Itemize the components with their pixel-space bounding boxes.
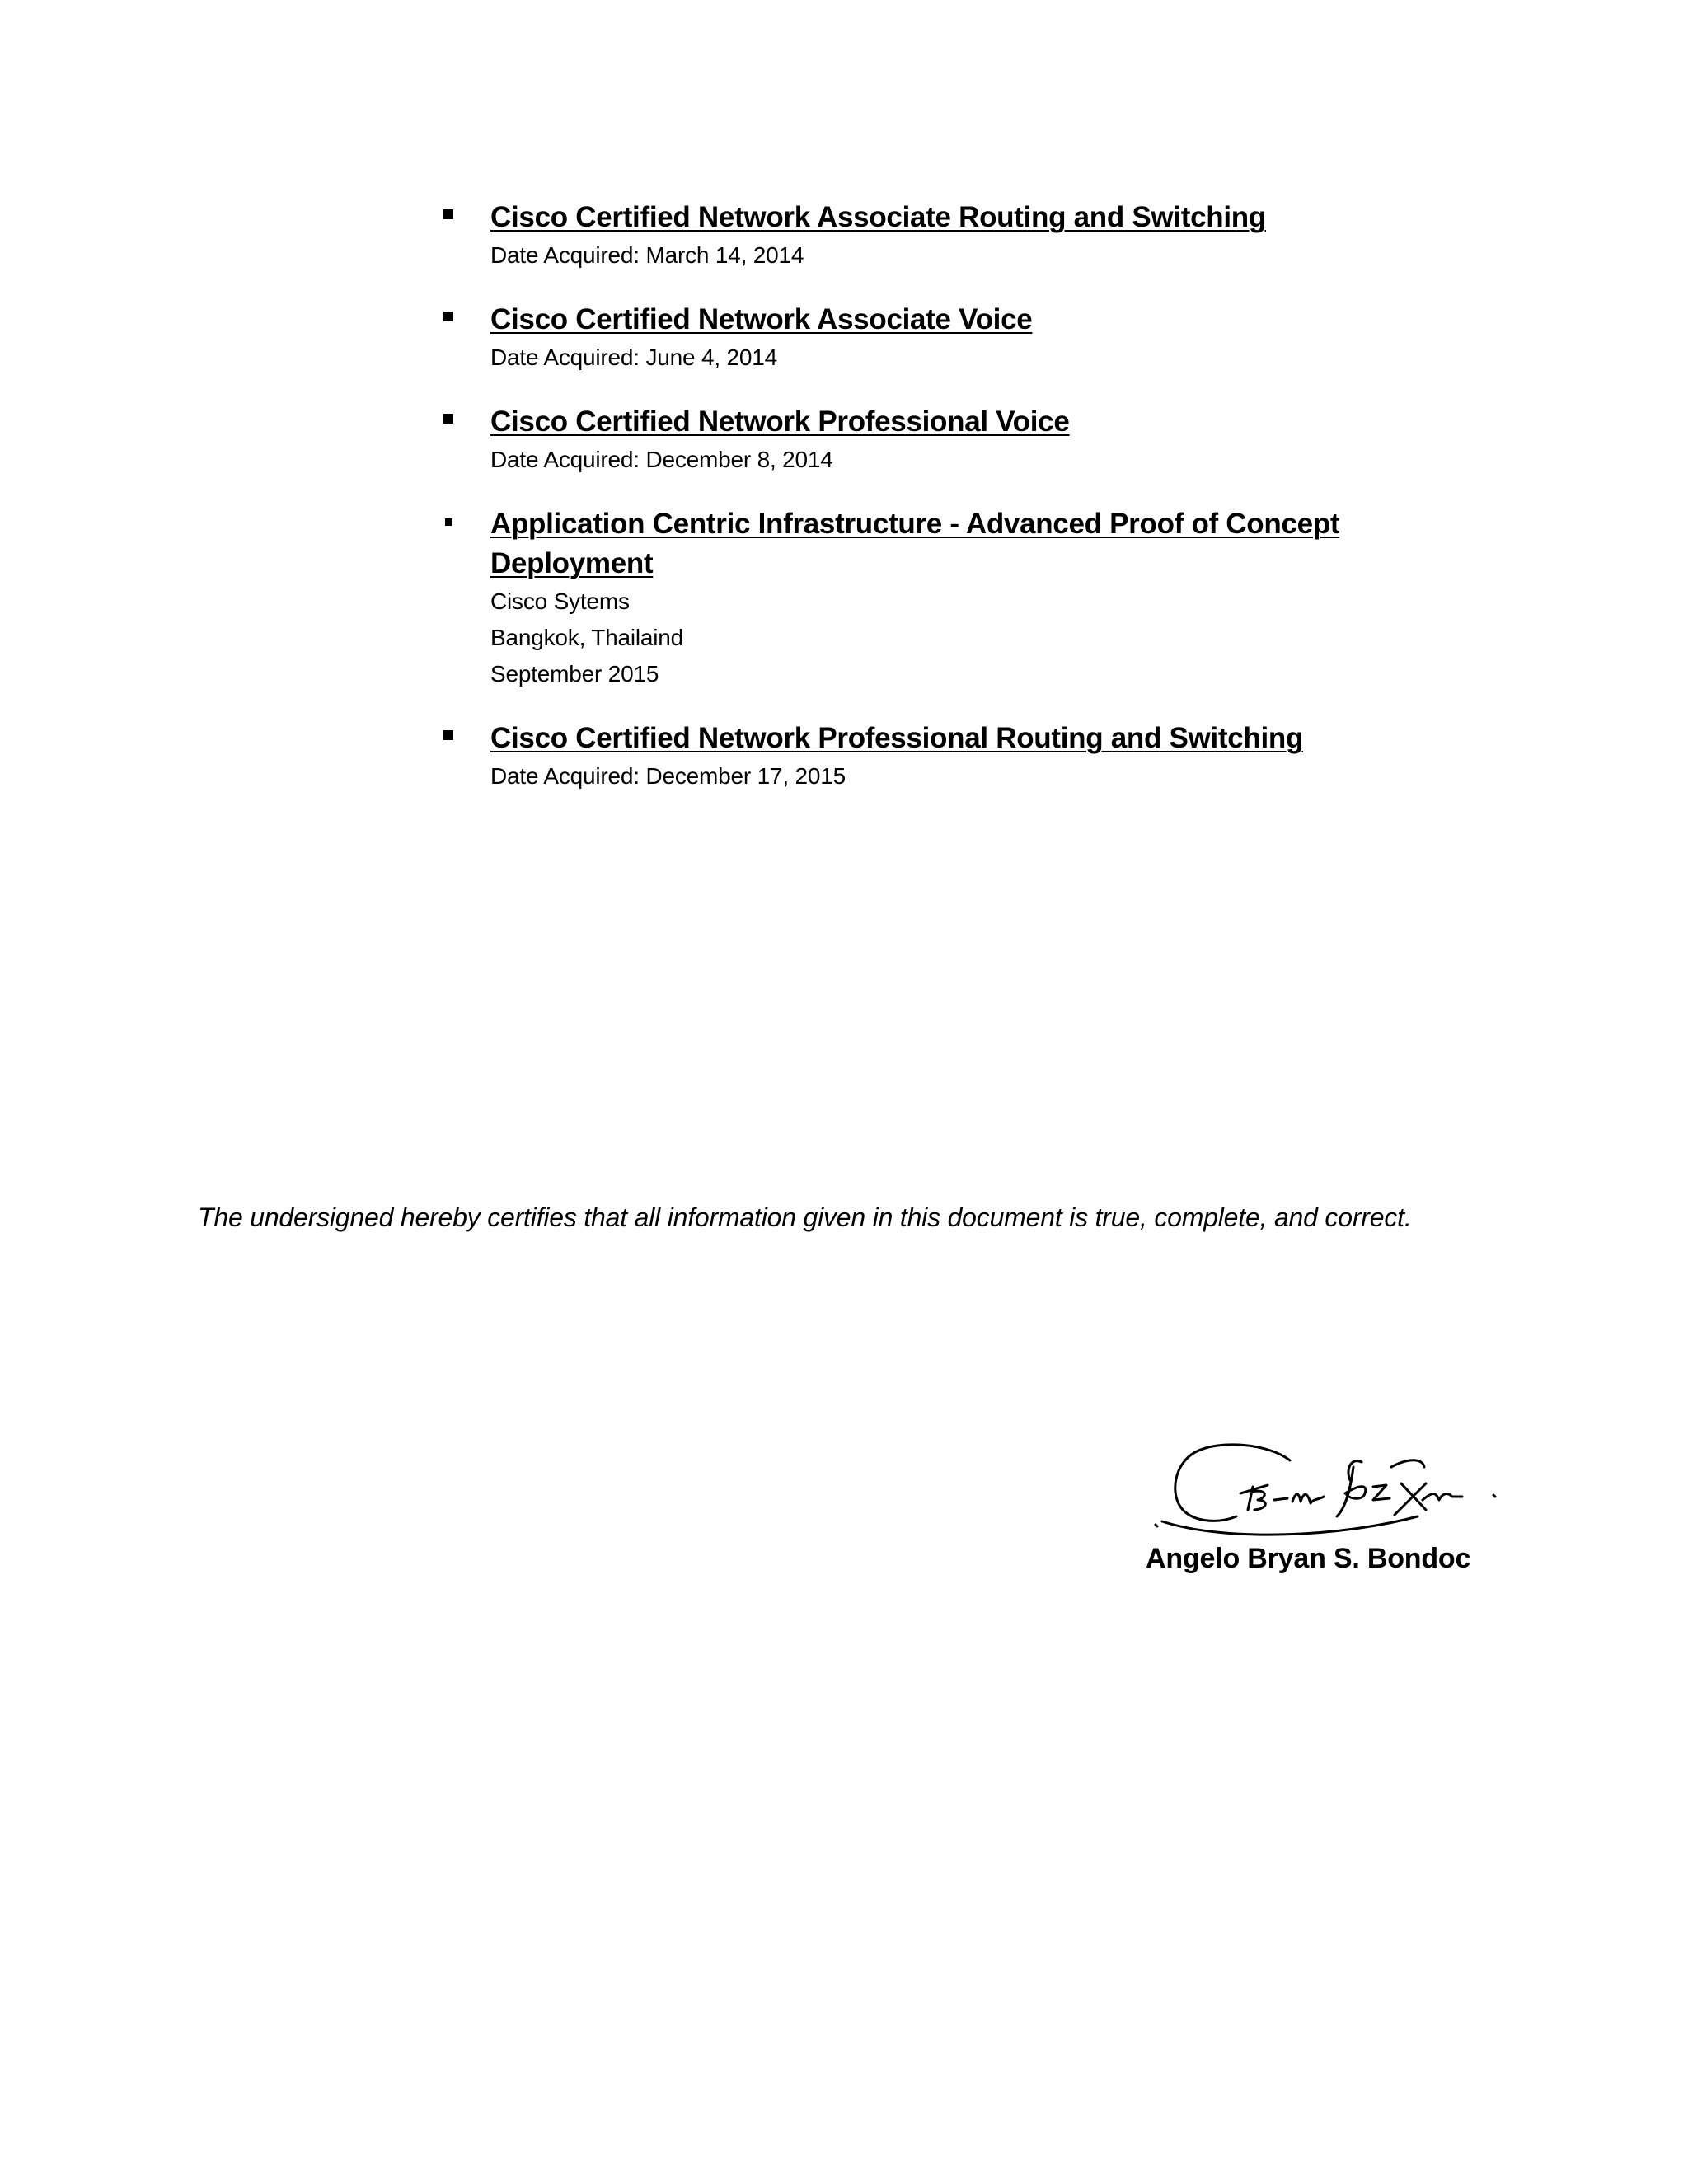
certification-title: Cisco Certified Network Professional Voice <box>490 405 1070 438</box>
certification-title: Cisco Certified Network Associate Routing and Switching <box>490 201 1266 233</box>
certification-list <box>441 198 1414 821</box>
signature-strokes <box>1156 1445 1495 1535</box>
square-bullet-icon <box>443 312 453 321</box>
certification-location: Bangkok, Thailaind <box>490 625 684 650</box>
certification-date: Date Acquired: March 14, 2014 <box>490 242 804 268</box>
certification-date: Date Acquired: December 17, 2015 <box>490 763 846 789</box>
square-bullet-icon <box>443 730 453 740</box>
certification-date: Date Acquired: June 4, 2014 <box>490 344 777 370</box>
signature-block <box>1129 1434 1508 1599</box>
handwritten-signature-icon <box>1129 1434 1508 1549</box>
certification-date: September 2015 <box>490 661 659 687</box>
certification-title: Cisco Certified Network Professional Routing and Switching <box>490 722 1304 754</box>
certification-provider: Cisco Sytems <box>490 588 630 614</box>
certification-statement: The undersigned hereby certifies that all information given in this document is true, complete, and correct. <box>198 1202 1412 1232</box>
signer-name: Angelo Bryan S. Bondoc <box>1146 1543 1471 1574</box>
certification-date: Date Acquired: December 8, 2014 <box>490 447 833 472</box>
square-bullet-icon <box>445 518 452 526</box>
list-item <box>441 198 1414 274</box>
list-item <box>441 300 1414 376</box>
list-item <box>441 402 1414 478</box>
list-item <box>441 719 1414 794</box>
certification-title: Cisco Certified Network Associate Voice <box>490 303 1033 335</box>
square-bullet-icon <box>443 209 453 219</box>
square-bullet-icon <box>443 414 453 424</box>
list-item <box>441 504 1414 692</box>
certification-title: Application Centric Infrastructure - Advanced Proof of Concept Deployment <box>490 508 1340 579</box>
